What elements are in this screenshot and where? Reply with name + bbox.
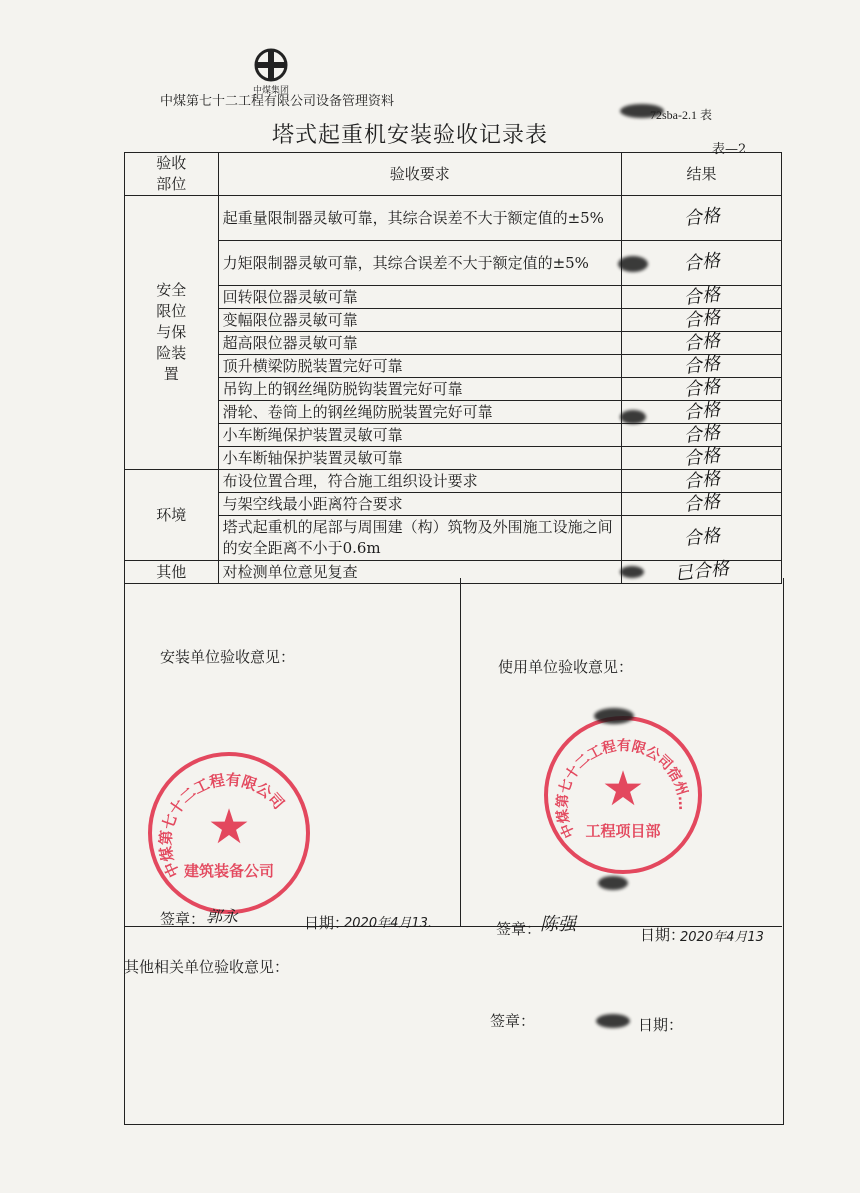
table-row [125,286,782,309]
form-code: 72sba-2.1 表 [650,108,712,122]
category-other: 其他 [125,561,219,584]
result-cell: 合格 [622,470,782,493]
req-cell: 回转限位器灵敏可靠 [218,286,621,309]
table-header-row [125,153,782,196]
install-date: 2020年4月13. [344,916,433,931]
result-cell: 合格 [622,286,782,309]
ink-blot [620,410,646,424]
req-cell: 顶升横梁防脱装置完好可靠 [218,355,621,378]
table-row [125,332,782,355]
company-name: 中煤第七十二工程有限公司设备管理资料 [160,94,395,109]
req-cell: 小车断轴保护装置灵敏可靠 [218,447,621,470]
install-opinion-label: 安装单位验收意见： [160,648,296,666]
table-row [125,424,782,447]
header-part: 验收部位 [125,153,219,196]
req-cell: 力矩限制器灵敏可靠，其综合误差不大于额定值的±5% [218,241,621,286]
stamp-inner-text: 工程项目部 [585,822,661,840]
table-row [125,493,782,516]
other-opinion-label: 其他相关单位验收意见： [124,958,290,976]
result-cell: 合格 [622,196,782,241]
page-title: 塔式起重机安装验收记录表 [271,123,548,148]
ink-blot [594,708,634,724]
req-cell: 吊钩上的钢丝绳防脱钩装置完好可靠 [218,378,621,401]
result-cell: 合格 [622,355,782,378]
category-safety: 安全限位与保险装置 [125,196,219,470]
column-divider [460,578,461,926]
table-row [125,378,782,401]
svg-text:中煤第七十二工程有限公司: 中煤第七十二工程有限公司 [156,770,288,881]
other-sign-label: 签章： [490,1012,536,1030]
table-row [125,516,782,561]
ink-blot [596,1014,630,1028]
install-sign-label: 签章： [160,910,206,928]
req-cell: 变幅限位器灵敏可靠 [218,309,621,332]
star-icon: ★ [207,799,251,856]
header-result: 结果 [622,153,782,196]
use-date: 2020年4月13 [680,930,764,945]
table-row [125,447,782,470]
svg-text:中煤第七十二工程有限公司宿州…: 中煤第七十二工程有限公司宿州… [554,738,692,841]
install-unit-stamp [148,752,310,914]
result-cell: 合格 [622,447,782,470]
inspection-table [124,152,782,584]
req-cell: 起重量限制器灵敏可靠，其综合误差不大于额定值的±5% [218,196,621,241]
req-cell: 与架空线最小距离符合要求 [218,493,621,516]
ink-blot [598,876,628,890]
star-icon: ★ [601,761,645,818]
result-cell: 合格 [622,516,782,561]
use-signature: 陈强 [540,914,576,935]
table-row [125,241,782,286]
other-date-label: 日期： [638,1016,684,1034]
result-cell: 合格 [622,424,782,447]
company-logo [247,48,295,94]
table-row [125,470,782,493]
result-cell: 合格 [622,241,782,286]
logo-icon [247,48,295,82]
header-requirement: 验收要求 [218,153,621,196]
table-row [125,401,782,424]
req-cell: 布设位置合理，符合施工组织设计要求 [218,470,621,493]
category-environment: 环境 [125,470,219,561]
req-cell: 对检测单位意见复查 [218,561,621,584]
use-unit-stamp [544,716,702,874]
table-row [125,196,782,241]
install-date-label: 日期： [304,914,350,932]
use-sign-label: 签章： [496,920,542,938]
use-opinion-label: 使用单位验收意见： [498,658,634,676]
result-cell: 合格 [622,309,782,332]
logo-text: 中煤集团 [252,86,289,96]
req-cell: 滑轮、卷筒上的钢丝绳防脱装置完好可靠 [218,401,621,424]
ink-blot [620,566,644,578]
ink-blot [618,256,648,272]
use-date-label: 日期： [640,926,686,944]
install-signature: 郭永 [206,907,239,926]
table-row [125,309,782,332]
result-cell: 合格 [622,378,782,401]
stamp-inner-text: 建筑装备公司 [183,862,274,880]
req-cell: 小车断绳保护装置灵敏可靠 [218,424,621,447]
table-number: 表—2 [712,142,747,157]
result-cell: 合格 [622,401,782,424]
table-row [125,355,782,378]
req-cell: 塔式起重机的尾部与周围建（构）筑物及外围施工设施之间的安全距离不小于0.6m [218,516,621,561]
result-cell: 合格 [622,493,782,516]
result-cell: 合格 [622,332,782,355]
result-cell: 已合格 [622,561,782,584]
req-cell: 超高限位器灵敏可靠 [218,332,621,355]
